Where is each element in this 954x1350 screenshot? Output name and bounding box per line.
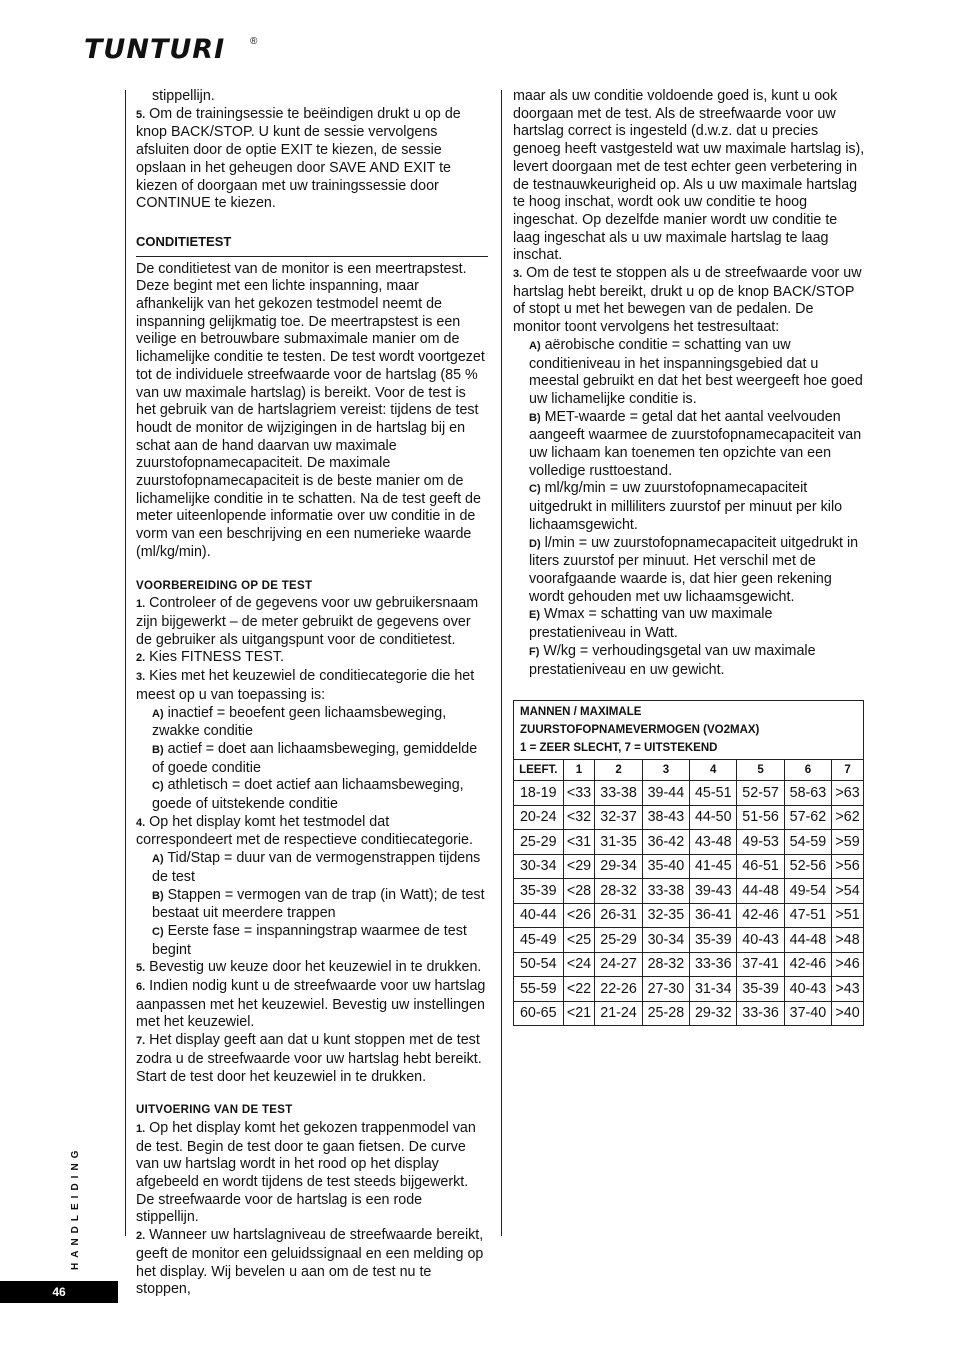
value-cell: 44-50 <box>690 805 737 830</box>
value-cell: 33-38 <box>642 879 689 904</box>
age-cell: 35-39 <box>514 879 564 904</box>
sub-item: A) Tid/Stap = duur van de vermogenstrappen tijdens de test <box>152 850 481 885</box>
table-row <box>514 781 864 806</box>
table-row <box>514 879 864 904</box>
side-label: HANDLEIDING <box>70 1145 81 1270</box>
table-row <box>514 854 864 879</box>
value-cell: >56 <box>832 854 864 879</box>
table-row <box>514 830 864 855</box>
table-row <box>514 805 864 830</box>
value-cell: 39-43 <box>690 879 737 904</box>
value-cell: 51-56 <box>737 805 784 830</box>
value-cell: 29-34 <box>595 854 642 879</box>
value-cell: >63 <box>832 781 864 806</box>
section-heading-uitvoering: UITVOERING VAN DE TEST <box>136 1104 293 1117</box>
value-cell: 39-44 <box>642 781 689 806</box>
value-cell: <29 <box>563 854 595 879</box>
value-cell: <33 <box>563 781 595 806</box>
list-item: 3. Om de test te stoppen als u de streefwaarde voor uw hartslag hebt bereikt, drukt u op de knop BACK/STOP of stopt u met het bewegen van de pedalen. De monitor toont vervolgens het testresultaat: <box>513 265 862 336</box>
column-header: 4 <box>690 760 737 781</box>
value-cell: 24-27 <box>595 952 642 977</box>
value-cell: >59 <box>832 830 864 855</box>
value-cell: 37-41 <box>737 952 784 977</box>
vo2max-table <box>513 700 864 1026</box>
value-cell: >54 <box>832 879 864 904</box>
age-cell: 25-29 <box>514 830 564 855</box>
value-cell: 35-40 <box>642 854 689 879</box>
value-cell: >48 <box>832 928 864 953</box>
sub-item: D) l/min = uw zuurstofopnamecapaciteit uitgedrukt in liters zuurstof per minuut. Het verschil met de voorafgaande waarde is, dat hier geen rekening wordt gehouden met uw lichaamsgewicht. <box>529 534 859 605</box>
value-cell: 29-32 <box>690 1001 737 1026</box>
value-cell: 54-59 <box>784 830 831 855</box>
value-cell: <24 <box>563 952 595 977</box>
value-cell: <28 <box>563 879 595 904</box>
age-cell: 20-24 <box>514 805 564 830</box>
sub-item: C) athletisch = doet actief aan lichaamsbeweging, goede of uitstekende conditie <box>152 777 464 813</box>
table-header-row <box>514 760 864 781</box>
list-item: 1. Controleer of de gegevens voor uw gebruikersnaam zijn bijgewerkt – de meter gebruikt de gegevens over de gebruiker als uitgangspunt voor de conditietest. <box>136 595 479 648</box>
value-cell: 21-24 <box>595 1001 642 1026</box>
value-cell: >51 <box>832 903 864 928</box>
sub-item: B) actief = doet aan lichaamsbeweging, gemiddelde of goede conditie <box>152 740 478 776</box>
paragraph: maar als uw conditie voldoende goed is, kunt u ook doorgaan met de test. Als de streefwaarde voor uw hartslag correct is ingesteld (d.w.z. dat u precies genoeg heeft vastgesteld wat uw maximale hartslag is), levert doorgaan met de test echter geen verbetering in de testnauwkeurigheid op. Als u uw maximale hartslag te hoog inschat, wordt ook uw conditie te hoog ingeschat. Op dezelfde manier wordt uw conditie te laag ingeschat als u uw maximale hartslag te laag inschat. <box>513 88 865 264</box>
tunturi-logo <box>84 32 264 68</box>
column-header: 3 <box>642 760 689 781</box>
column-header: 7 <box>832 760 864 781</box>
value-cell: 36-41 <box>690 903 737 928</box>
value-cell: 52-57 <box>737 781 784 806</box>
value-cell: 38-43 <box>642 805 689 830</box>
sub-item: A) aërobische conditie = schatting van uw conditieniveau in het inspanningsgebied dat u meestal gebruikt en dat het best weergeeft hoe goed uw lichamelijke conditie is. <box>529 336 863 407</box>
value-cell: 42-46 <box>784 952 831 977</box>
value-cell: 43-48 <box>690 830 737 855</box>
value-cell: 44-48 <box>737 879 784 904</box>
value-cell: 37-40 <box>784 1001 831 1026</box>
value-cell: >46 <box>832 952 864 977</box>
value-cell: 28-32 <box>595 879 642 904</box>
value-cell: 25-28 <box>642 1001 689 1026</box>
age-cell: 30-34 <box>514 854 564 879</box>
value-cell: <22 <box>563 977 595 1002</box>
value-cell: 40-43 <box>737 928 784 953</box>
value-cell: 44-48 <box>784 928 831 953</box>
value-cell: <21 <box>563 1001 595 1026</box>
value-cell: 32-35 <box>642 903 689 928</box>
value-cell: 26-31 <box>595 903 642 928</box>
value-cell: <25 <box>563 928 595 953</box>
column-header: LEEFT. <box>514 760 564 781</box>
column-header: 6 <box>784 760 831 781</box>
section-heading-conditietest: CONDITIETEST <box>136 233 488 257</box>
age-cell: 60-65 <box>514 1001 564 1026</box>
value-cell: 32-37 <box>595 805 642 830</box>
value-cell: 45-51 <box>690 781 737 806</box>
list-item: 4. Op het display komt het testmodel dat correspondeert met de respectieve conditiecategorie. <box>136 813 473 849</box>
value-cell: 40-43 <box>784 977 831 1002</box>
sub-item: C) Eerste fase = inspanningstrap waarmee de test begint <box>152 922 467 958</box>
sub-item: F) W/kg = verhoudingsgetal van uw maximale prestatieniveau en uw gewicht. <box>529 642 816 678</box>
table-row <box>514 928 864 953</box>
left-margin-rule <box>125 90 126 1236</box>
list-item: 3. Kies met het keuzewiel de conditiecategorie die het meest op u van toepassing is: <box>136 668 475 703</box>
value-cell: 42-46 <box>737 903 784 928</box>
value-cell: >43 <box>832 977 864 1002</box>
column-header: 1 <box>563 760 595 781</box>
value-cell: 52-56 <box>784 854 831 879</box>
age-cell: 45-49 <box>514 928 564 953</box>
value-cell: 27-30 <box>642 977 689 1002</box>
registered-mark: ® <box>250 36 258 47</box>
list-item: 7. Het display geeft aan dat u kunt stoppen met de test zodra u de streefwaarde voor uw hartslag hebt bereikt. Start de test door het keuzewiel in te drukken. <box>136 1032 482 1085</box>
value-cell: >40 <box>832 1001 864 1026</box>
age-cell: 40-44 <box>514 903 564 928</box>
value-cell: 35-39 <box>690 928 737 953</box>
column-divider <box>501 90 502 1236</box>
sub-item: A) inactief = beoefent geen lichaamsbeweging, zwakke conditie <box>152 704 447 740</box>
value-cell: 33-36 <box>690 952 737 977</box>
column-header: 5 <box>737 760 784 781</box>
paragraph: De conditietest van de monitor is een meertrapstest. Deze begint met een lichte inspanning, maar afhankelijk van het gekozen testmodel neemt de inspanning gelijkmatig toe. De meertrapstest is een veilige en betrouwbare submaximale manier om de lichamelijke conditie te testen. De test wordt voortgezet tot de individuele streefwaarde voor de hartslag (85 % van uw maximale hartslag) is bereikt. Voor de test is het gebruik van de hartslagriem vereist: tijdens de test houdt de monitor de wijzigingen in de hartslag bij en schat aan de hand daarvan uw maximale zuurstofopnamecapaciteit. De maximale zuurstofopnamecapaciteit is de beste manier om de lichamelijke conditie in te schatten. Na de test geeft de meter uiteenlopende informatie over uw conditie in de vorm van een beschrijving en een numerieke waarde (ml/kg/min). <box>136 260 485 560</box>
value-cell: 28-32 <box>642 952 689 977</box>
value-cell: 30-34 <box>642 928 689 953</box>
brand-name: TUNTURI <box>84 34 226 65</box>
list-item: 5. Om de trainingsessie te beëindigen drukt u op de knop BACK/STOP. U kunt de sessie vervolgens afsluiten door de optie EXIT te kiezen, de sessie opslaan in het geheugen door SAVE AND EXIT te kiezen of doorgaan met uw trainingssessie door CONTINUE te kiezen. <box>136 105 461 212</box>
value-cell: <26 <box>563 903 595 928</box>
sub-item: B) MET-waarde = getal dat het aantal veelvouden aangeeft waarmee de zuurstofopnamecapaciteit van uw lichaam kan toenemen ten opzichte van een volledige rusttoestand. <box>529 408 862 479</box>
paragraph: stippellijn. <box>152 88 215 104</box>
value-cell: 49-54 <box>784 879 831 904</box>
list-item: 1. Op het display komt het gekozen trappenmodel van de test. Begin de test door te gaan fietsen. De curve van uw hartslag wordt in het rood op het display afgebeeld en wordt tijdens de test steeds bijgewerkt. De streefwaarde voor de hartslag is een rode stippellijn. <box>136 1119 476 1226</box>
table-row <box>514 977 864 1002</box>
value-cell: 31-35 <box>595 830 642 855</box>
right-column <box>513 88 865 679</box>
page-number: 46 <box>0 1281 118 1303</box>
table-row <box>514 903 864 928</box>
value-cell: <31 <box>563 830 595 855</box>
age-cell: 18-19 <box>514 781 564 806</box>
value-cell: <32 <box>563 805 595 830</box>
table-row <box>514 1001 864 1026</box>
age-cell: 50-54 <box>514 952 564 977</box>
left-column <box>136 88 488 1299</box>
table-title: MANNEN / MAXIMALE ZUURSTOFOPNAMEVERMOGEN (VO2MAX) 1 = ZEER SLECHT, 7 = UITSTEKEND <box>514 701 864 760</box>
list-item: 5. Bevestig uw keuze door het keuzewiel in te drukken. <box>136 959 482 976</box>
list-item: 6. Indien nodig kunt u de streefwaarde voor uw hartslag aanpassen met het keuzewiel. Bevestig uw instellingen met het keuzewiel. <box>136 978 486 1031</box>
value-cell: 35-39 <box>737 977 784 1002</box>
value-cell: 25-29 <box>595 928 642 953</box>
value-cell: 41-45 <box>690 854 737 879</box>
section-heading-voorbereiding: VOORBEREIDING OP DE TEST <box>136 579 313 592</box>
list-item: 2. Wanneer uw hartslagniveau de streefwaarde bereikt, geeft de monitor een geluidssignaal en een melding op het display. Wij bevelen u aan om de test nu te stoppen, <box>136 1227 484 1298</box>
sub-item: E) Wmax = schatting van uw maximale prestatieniveau in Watt. <box>529 606 773 642</box>
column-header: 2 <box>595 760 642 781</box>
value-cell: 58-63 <box>784 781 831 806</box>
value-cell: >62 <box>832 805 864 830</box>
value-cell: 33-38 <box>595 781 642 806</box>
age-cell: 55-59 <box>514 977 564 1002</box>
value-cell: 36-42 <box>642 830 689 855</box>
value-cell: 22-26 <box>595 977 642 1002</box>
value-cell: 47-51 <box>784 903 831 928</box>
value-cell: 46-51 <box>737 854 784 879</box>
sub-item: C) ml/kg/min = uw zuurstofopnamecapaciteit uitgedrukt in milliliters zuurstof per minuut per kilo lichaamsgewicht. <box>529 480 843 533</box>
table-row <box>514 952 864 977</box>
list-item: 2. Kies FITNESS TEST. <box>136 649 284 666</box>
sub-item: B) Stappen = vermogen van de trap (in Watt); de test bestaat uit meerdere trappen <box>152 886 485 922</box>
value-cell: 57-62 <box>784 805 831 830</box>
value-cell: 49-53 <box>737 830 784 855</box>
value-cell: 31-34 <box>690 977 737 1002</box>
value-cell: 33-36 <box>737 1001 784 1026</box>
